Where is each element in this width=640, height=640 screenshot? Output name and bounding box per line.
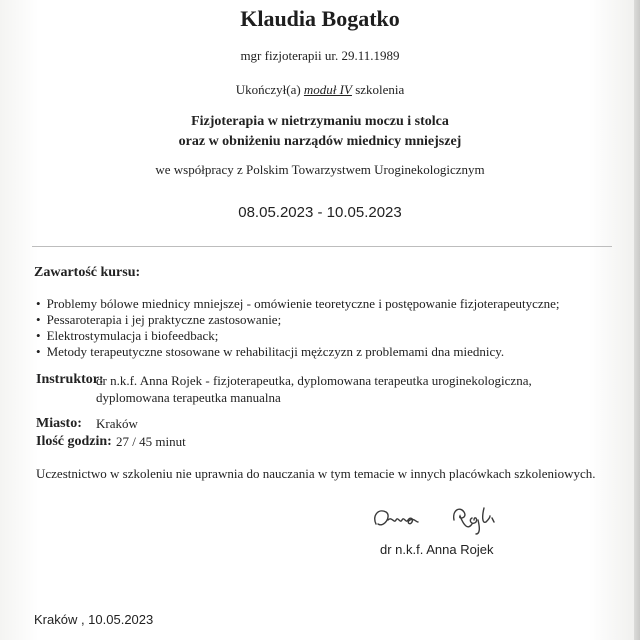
instructor-line-2: dyplomowana terapeutka manualna	[96, 390, 281, 405]
signer-name: dr n.k.f. Anna Rojek	[380, 542, 494, 557]
course-title	[0, 112, 640, 152]
list-item: • Pessaroterapia i jej praktyczne zastosowanie;	[36, 312, 616, 328]
instructor-text	[96, 372, 616, 406]
course-title-line-1: Fizjoterapia w nietrzymaniu moczu i stolca	[191, 114, 449, 129]
city-value: Kraków	[96, 416, 138, 431]
module-suffix: szkolenia	[351, 82, 405, 97]
city-label: Miasto:	[36, 416, 82, 431]
instructor-line-1: dr n.k.f. Anna Rojek - fizjoterapeutka, dyplomowana terapeutka uroginekologiczna,	[96, 373, 532, 388]
instructor-label: Instruktor:	[36, 372, 104, 387]
list-item: • Metody terapeutyczne stosowane w rehabilitacji mężczyzn z problemami dna miednicy.	[36, 344, 616, 360]
module-line	[0, 82, 640, 98]
cooperation-line: we współpracy z Polskim Towarzystwem Uroginekologicznym	[155, 162, 485, 177]
list-item: • Elektrostymulacja i biofeedback;	[36, 328, 616, 344]
module-name: moduł IV	[303, 82, 352, 97]
participation-notice: Uczestnictwo w szkoleniu nie uprawnia do nauczania w tym temacie w innych placówkach szkoleniowych.	[36, 466, 596, 481]
content-heading: Zawartość kursu:	[34, 265, 141, 280]
module-prefix: Ukończył(a)	[235, 82, 304, 97]
participant-name: Klaudia Bogatko	[240, 6, 400, 31]
course-dates: 08.05.2023 - 10.05.2023	[238, 204, 402, 221]
hours-label: Ilość godzin:	[36, 434, 112, 449]
list-item: • Problemy bólowe miednicy mniejszej - omówienie teoretyczne i postępowanie fizjoterapeutyczne;	[36, 296, 616, 312]
handwritten-signature	[368, 500, 508, 536]
place-and-date: Kraków , 10.05.2023	[34, 612, 154, 627]
course-title-line-2: oraz w obniżeniu narządów miednicy mniejszej	[178, 134, 462, 149]
participant-title-birthdate: mgr fizjoterapii ur. 29.11.1989	[240, 48, 400, 63]
content-list	[36, 296, 616, 360]
hours-value: 27 / 45 minut	[116, 434, 186, 449]
section-divider	[32, 246, 612, 247]
